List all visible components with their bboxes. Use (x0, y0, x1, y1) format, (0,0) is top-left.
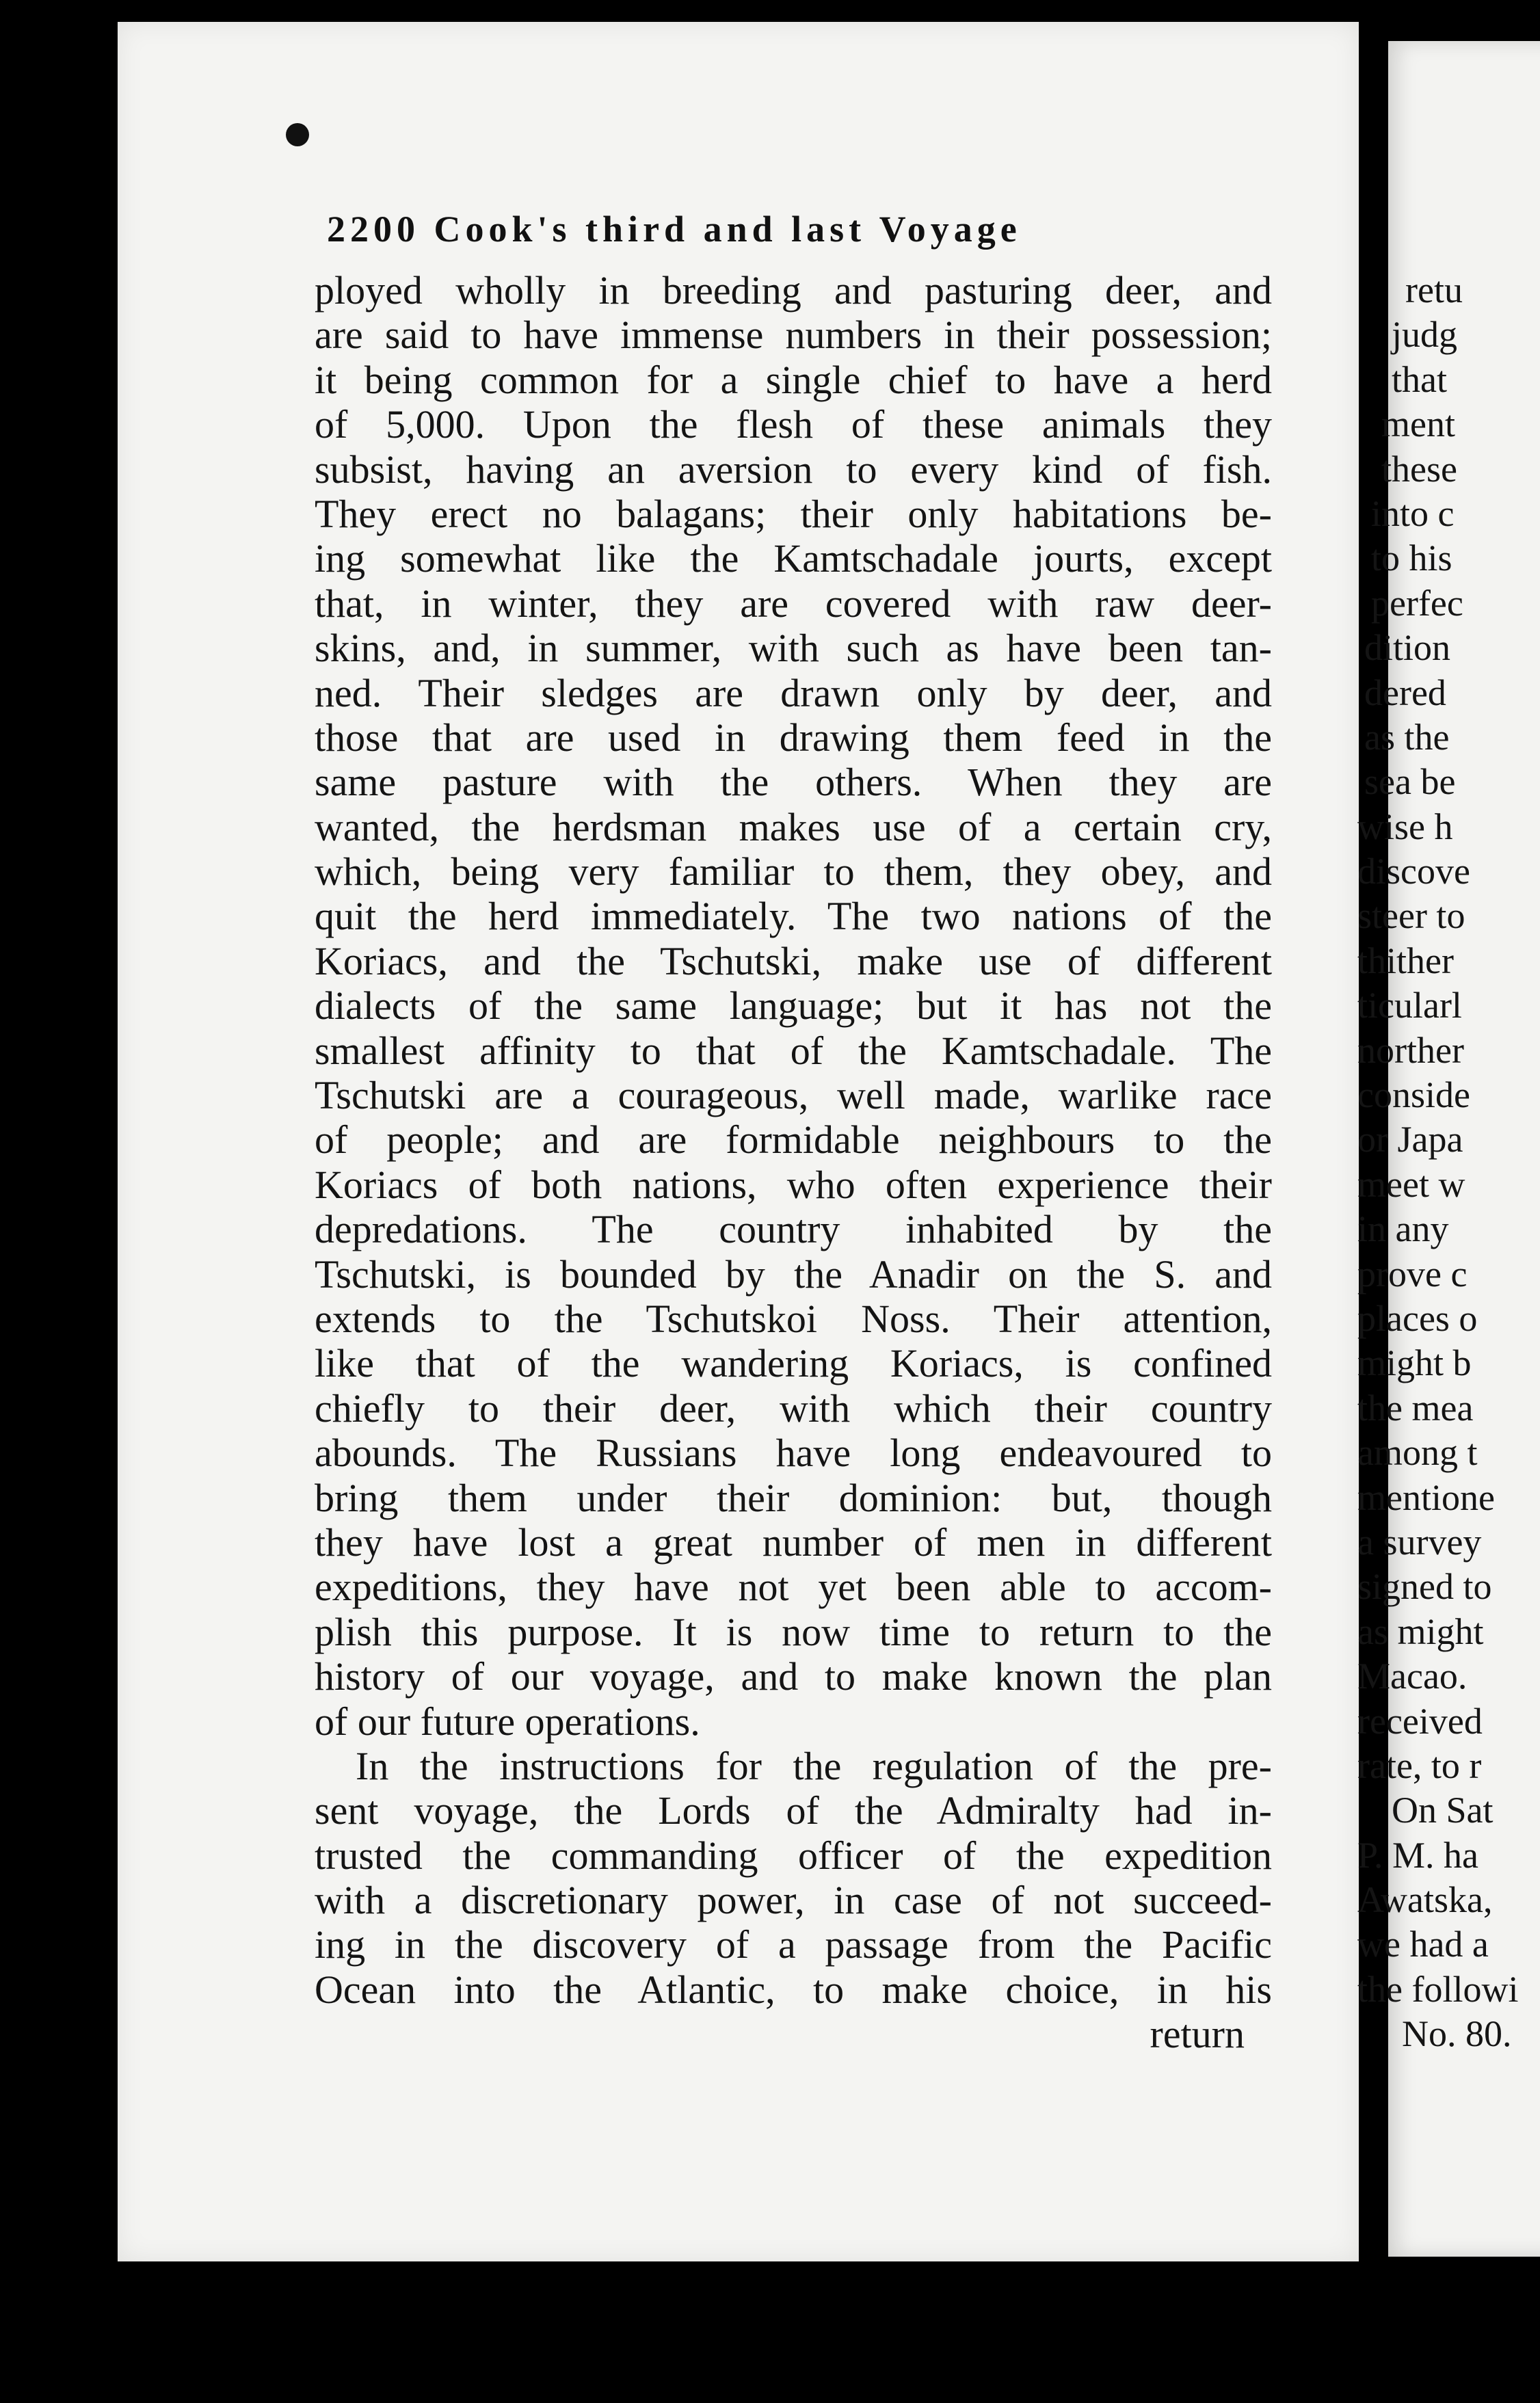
text-line: ployed wholly in breeding and pasturing deer, and (315, 268, 1272, 313)
text-line: They erect no balagans; their only habitations be- (315, 491, 1272, 536)
text-line: On Sat (1392, 1790, 1493, 1831)
text-line: wanted, the herdsman makes use of a certain cry, (315, 804, 1272, 849)
text-line: in any (1357, 1208, 1449, 1250)
text-line: chiefly to their deer, with which their country (315, 1385, 1272, 1431)
ink-blot (286, 123, 309, 146)
text-line: of people; and are formidable neighbours to the (315, 1117, 1272, 1163)
text-line: thither (1357, 940, 1454, 981)
text-line: ing somewhat like the Kamtschadale jourts, except (315, 536, 1272, 581)
text-line: steer to (1357, 895, 1465, 937)
text-line: it being common for a single chief to have a herd (315, 357, 1272, 402)
text-line: of 5,000. Upon the flesh of these animals they (315, 402, 1272, 447)
text-line: perfec (1371, 582, 1463, 624)
text-line: we had a (1357, 1924, 1489, 1965)
catchword: return (1150, 2012, 1245, 2057)
text-line: dition (1364, 627, 1451, 669)
text-line: depredations. The country inhabited by the (315, 1207, 1272, 1252)
text-line: signed to (1357, 1566, 1492, 1608)
text-line: Awatska, (1357, 1879, 1493, 1921)
text-line: to his (1371, 537, 1452, 579)
text-line: No. 80. (1402, 2013, 1512, 2055)
text-line: of our future operations. (315, 1699, 700, 1744)
text-line: bring them under their dominion: but, though (315, 1475, 1272, 1520)
text-line: Koriacs of both nations, who often experience their (315, 1162, 1272, 1207)
text-line: Tschutski, is bounded by the Anadir on the S. and (315, 1251, 1272, 1297)
text-line: Macao. (1357, 1656, 1468, 1697)
text-line: judg (1392, 314, 1458, 356)
text-line: expeditions, they have not yet been able to accom- (315, 1565, 1272, 1610)
text-line: same pasture with the others. When they are (315, 760, 1272, 805)
text-line: quit the herd immediately. The two nations of the (315, 894, 1272, 939)
text-line: places o (1357, 1297, 1478, 1339)
text-line: into c (1371, 492, 1455, 534)
text-line: the mea (1357, 1387, 1474, 1429)
running-head: 2200 Cook's third and last Voyage (327, 209, 1022, 250)
text-line: are said to have immense numbers in their possession; (315, 313, 1272, 358)
text-line: sent voyage, the Lords of the Admiralty had in- (315, 1788, 1272, 1833)
text-line: which, being very familiar to them, they obey, and (315, 849, 1272, 894)
text-line: rate, to r (1357, 1744, 1482, 1786)
text-line: subsist, having an aversion to every kind of fish. (315, 447, 1272, 492)
text-line: norther (1357, 1029, 1464, 1071)
text-line: abounds. The Russians have long endeavoured to (315, 1431, 1272, 1476)
left-page-text (315, 268, 1272, 2057)
text-line: among t (1357, 1432, 1478, 1474)
text-line: might b (1357, 1342, 1472, 1384)
text-line: ned. Their sledges are drawn only by deer, and (315, 670, 1272, 715)
text-line: those that are used in drawing them feed in the (315, 715, 1272, 760)
text-line: conside (1357, 1074, 1470, 1116)
text-line: extends to the Tschutskoi Noss. Their attention, (315, 1296, 1272, 1341)
text-line: retu (1405, 269, 1463, 310)
text-line: the followi (1357, 1968, 1519, 2010)
text-line: ticularl (1357, 985, 1462, 1026)
text-line: Ocean into the Atlantic, to make choice, in his (315, 1967, 1272, 2012)
text-line: wise h (1357, 806, 1453, 847)
text-line: these (1381, 448, 1457, 490)
text-line: as the (1364, 716, 1450, 758)
text-line: as might (1357, 1610, 1484, 1652)
text-line: ment (1381, 403, 1455, 445)
text-line: that, in winter, they are covered with raw deer- (315, 581, 1272, 626)
text-line: dialects of the same language; but it has not the (315, 983, 1272, 1028)
text-line: received (1357, 1700, 1483, 1742)
text-line: history of our voyage, and to make known the plan (315, 1654, 1272, 1699)
text-line: like that of the wandering Koriacs, is confined (315, 1341, 1272, 1386)
right-page-text (1357, 268, 1540, 2057)
text-line: Tschutski are a courageous, well made, warlike race (315, 1073, 1272, 1118)
text-line: trusted the commanding officer of the expedition (315, 1833, 1272, 1878)
text-line: that (1392, 358, 1447, 400)
text-line: discove (1357, 851, 1470, 892)
text-line: meet w (1357, 1163, 1465, 1205)
text-line: or Japa (1357, 1119, 1463, 1160)
text-line: prove c (1357, 1253, 1468, 1295)
text-line: skins, and, in summer, with such as have been tan- (315, 626, 1272, 671)
text-line: Koriacs, and the Tschutski, make use of different (315, 938, 1272, 983)
text-line: a survey (1357, 1521, 1482, 1563)
text-line: sea be (1364, 761, 1456, 803)
text-line: they have lost a great number of men in different (315, 1519, 1272, 1565)
text-line: P. M. ha (1357, 1834, 1479, 1876)
text-line: with a discretionary power, in case of not succeed- (315, 1878, 1272, 1923)
text-line: smallest affinity to that of the Kamtschadale. The (315, 1028, 1272, 1073)
text-line: mentione (1357, 1476, 1495, 1518)
text-line: ing in the discovery of a passage from the Pacific (315, 1922, 1272, 1967)
text-line: plish this purpose. It is now time to return to the (315, 1609, 1272, 1654)
text-line: In the instructions for the regulation of the pre- (356, 1743, 1272, 1788)
text-line: dered (1364, 672, 1446, 713)
